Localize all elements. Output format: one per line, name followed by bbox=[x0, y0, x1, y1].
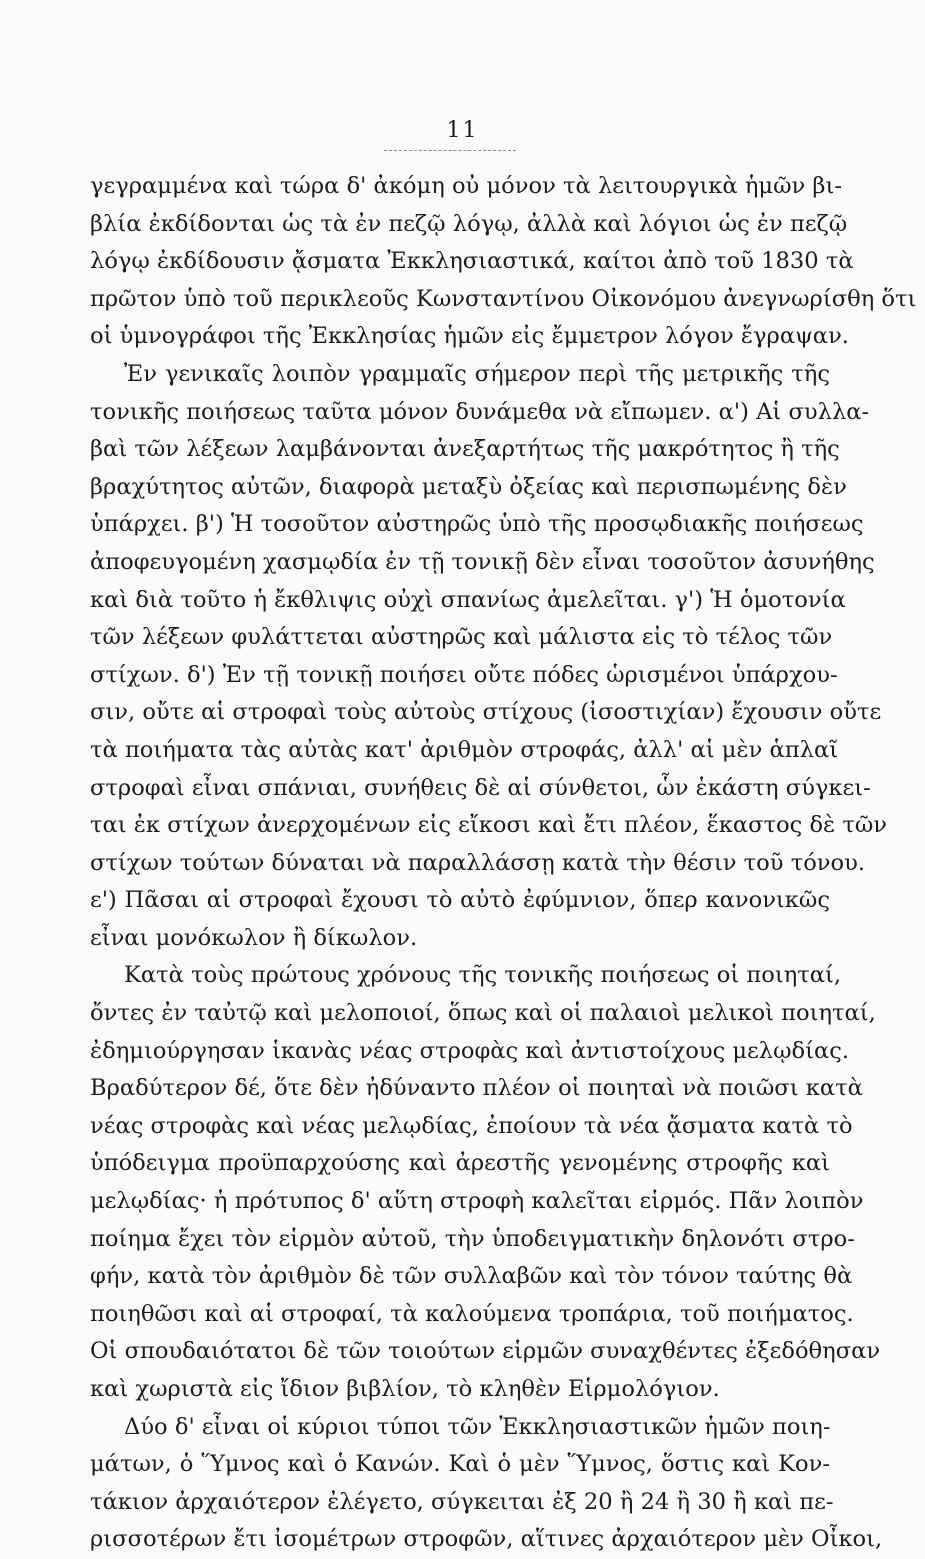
text-line: στίχων. δ') Ἐν τῇ τονικῇ ποιήσει οὔτε πόδες ὡρισμένοι ὑπάρχου- bbox=[90, 661, 838, 688]
text-line: ὑπόδειγμα προϋπαρχούσης καὶ ἀρεστῆς γενομένης στροφῆς καὶ bbox=[90, 1150, 830, 1177]
body-text bbox=[90, 168, 917, 1559]
text-line: Δύο δ' εἶναι οἱ κύριοι τύποι τῶν Ἐκκλησιαστικῶν ἡμῶν ποιη- bbox=[124, 1413, 831, 1440]
text-line: τονικῆς ποιήσεως ταῦτα μόνον δυνάμεθα νὰ εἴπωμεν. α') Αἱ συλλα- bbox=[90, 398, 870, 425]
text-line: στίχων τούτων δύναται νὰ παραλλάσσῃ κατὰ τὴν θέσιν τοῦ τόνου. bbox=[90, 849, 866, 876]
text-line: ποίημα ἔχει τὸν εἱρμὸν αὐτοῦ, τὴν ὑποδειγματικὴν δηλονότι στρο- bbox=[90, 1225, 855, 1252]
text-line: εἶναι μονόκωλον ἢ δίκωλον. bbox=[90, 924, 418, 951]
text-line: Βραδύτερον δέ, ὅτε δὲν ἠδύναντο πλέον οἱ ποιηταὶ νὰ ποιῶσι κατὰ bbox=[90, 1075, 863, 1102]
text-line: τάκιον ἀρχαιότερον ἐλέγετο, σύγκειται ἐξ 20 ἢ 24 ἢ 30 ἢ καὶ πε- bbox=[90, 1488, 834, 1515]
text-line: βαὶ τῶν λέξεων λαμβάνονται ἀνεξαρτήτως τῆς μακρότητος ἢ τῆς bbox=[90, 436, 840, 463]
text-line: Ἐν γενικαῖς λοιπὸν γραμμαῖς σήμερον περὶ τῆς μετρικῆς τῆς bbox=[124, 360, 830, 387]
text-line: ται ἐκ στίχων ἀνερχομένων εἰς εἴκοσι καὶ ἔτι πλέον, ἕκαστος δὲ τῶν bbox=[90, 812, 888, 839]
text-line: γεγραμμένα καὶ τώρα δ' ἀκόμη οὐ μόνον τὰ λειτουργικὰ ἡμῶν βι- bbox=[90, 173, 842, 199]
text-line: βραχύτητος αὐτῶν, διαφορὰ μεταξὺ ὀξείας καὶ περισπωμένης δὲν bbox=[90, 473, 847, 500]
text-line: καὶ διὰ τοῦτο ἡ ἔκθλιψις οὐχὶ σπανίως ἀμελεῖται. γ') Ἡ ὁμοτονία bbox=[90, 586, 846, 613]
text-line: μελῳδίας· ἡ πρότυπος δ' αὕτη στροφὴ καλεῖται εἱρμός. Πᾶν λοιπὸν bbox=[90, 1188, 864, 1215]
text-line: ἀποφευγομένη χασμῳδία ἐν τῇ τονικῇ δὲν εἶναι τοσοῦτον ἀσυνήθης bbox=[90, 548, 875, 575]
text-line: ὑπάρχει. β') Ἡ τοσοῦτον αὐστηρῶς ὑπὸ τῆς προσῳδιακῆς ποιήσεως bbox=[90, 511, 864, 538]
text-line: σιν, οὔτε αἱ στροφαὶ τοὺς αὐτοὺς στίχους (ἰσοστιχίαν) ἔχουσιν οὔτε bbox=[90, 699, 882, 726]
text-line: οἱ ὑμνογράφοι τῆς Ἐκκλησίας ἡμῶν εἰς ἔμμετρον λόγον ἔγραψαν. bbox=[90, 323, 849, 350]
text-line: καὶ χωριστὰ εἰς ἴδιον βιβλίον, τὸ κληθὲν Εἱρμολόγιον. bbox=[90, 1376, 720, 1402]
text-line: ε') Πᾶσαι αἱ στροφαὶ ἔχουσι τὸ αὐτὸ ἐφύμνιον, ὅπερ κανονικῶς bbox=[90, 887, 830, 914]
text-line: τῶν λέξεων φυλάττεται αὐστηρῶς καὶ μάλιστα εἰς τὸ τέλος τῶν bbox=[90, 624, 833, 651]
text-line: στροφαὶ εἶναι σπάνιαι, συνήθεις δὲ αἱ σύνθετοι, ὧν ἑκάστη σύγκει- bbox=[90, 774, 871, 801]
text-line: ποιηθῶσι καὶ αἱ στροφαί, τὰ καλούμενα τροπάρια, τοῦ ποιήματος. bbox=[90, 1300, 854, 1327]
text-line: τὰ ποιήματα τὰς αὐτὰς κατ' ἀριθμὸν στροφάς, ἀλλ' αἱ μὲν ἁπλαῖ bbox=[90, 736, 839, 763]
text-line: ἐδημιούργησαν ἱκανὰς νέας στροφὰς καὶ ἀντιστοίχους μελῳδίας. bbox=[90, 1037, 850, 1064]
text-line: βλία ἐκδίδονται ὡς τὰ ἐν πεζῷ λόγῳ, ἀλλὰ καὶ λόγιοι ὡς ἐν πεζῷ bbox=[90, 210, 848, 237]
text-line: φήν, κατὰ τὸν ἀριθμὸν δὲ τῶν συλλαβῶν καὶ τὸν τόνον ταύτης θὰ bbox=[90, 1263, 853, 1290]
text-line: ὄντες ἐν ταὐτῷ καὶ μελοποιοί, ὅπως καὶ οἱ παλαιοὶ μελικοὶ ποιηταί, bbox=[90, 1000, 876, 1027]
text-line: ρισσοτέρων ἔτι ἰσομέτρων στροφῶν, αἵτινες ἀρχαιότερον μὲν Οἶκοι, bbox=[90, 1526, 883, 1553]
text-line: πρῶτον ὑπὸ τοῦ περικλεοῦς Κωνσταντίνου Οἰκονόμου ἀνεγνωρίσθη ὅτι bbox=[90, 285, 917, 312]
header-rule bbox=[384, 150, 516, 151]
page-number: 11 bbox=[446, 118, 479, 143]
text-line: νέας στροφὰς καὶ νέας μελῳδίας, ἐποίουν τὰ νέα ᾄσματα κατὰ τὸ bbox=[90, 1112, 853, 1139]
text-line: μάτων, ὁ Ὕμνος καὶ ὁ Κανών. Καὶ ὁ μὲν Ὕμνος, ὅστις καὶ Κον- bbox=[90, 1451, 830, 1478]
text-line: Οἱ σπουδαιότατοι δὲ τῶν τοιούτων εἱρμῶν συναχθέντες ἐξεδόθησαν bbox=[90, 1338, 881, 1365]
text-line: λόγῳ ἐκδίδουσιν ᾄσματα Ἐκκλησιαστικά, καίτοι ἀπὸ τοῦ 1830 τὰ bbox=[90, 248, 854, 275]
text-line: Κατὰ τοὺς πρώτους χρόνους τῆς τονικῆς ποιήσεως οἱ ποιηταί, bbox=[124, 962, 842, 989]
